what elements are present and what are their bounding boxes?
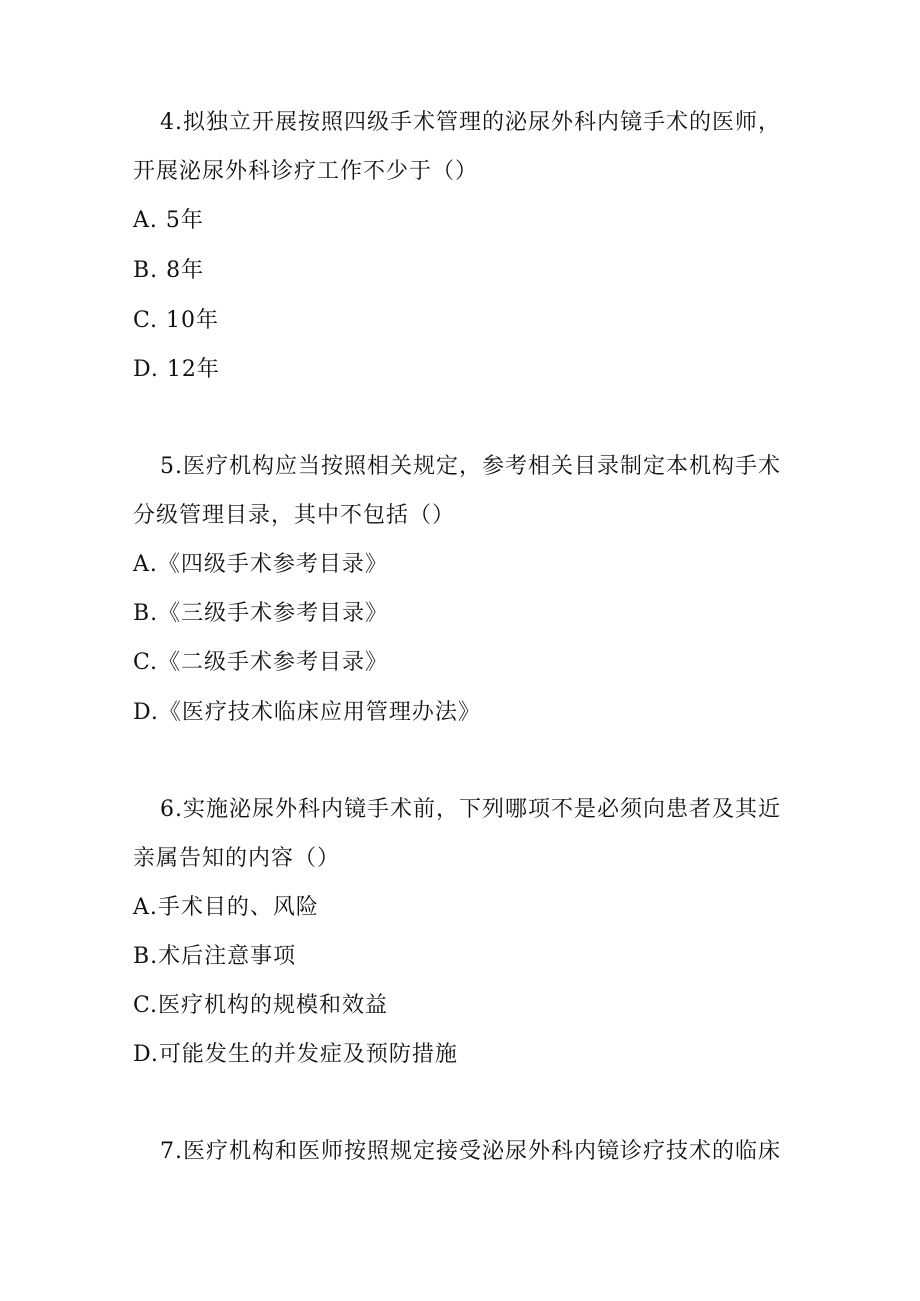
question-4-option-b: B. 8年: [133, 258, 205, 283]
question-6-option-c: C.医疗机构的规模和效益: [133, 993, 389, 1018]
question-5-option-c: C.《二级手术参考目录》: [133, 650, 389, 675]
question-4-stem-line2: 开展泌尿外科诊疗工作不少于（）: [133, 159, 479, 184]
question-4-stem-line1: 4.拟独立开展按照四级手术管理的泌尿外科内镜手术的医师，: [160, 110, 781, 135]
question-6-option-d: D.可能发生的并发症及预防措施: [133, 1042, 458, 1067]
question-6-stem-line1: 6.实施泌尿外科内镜手术前，下列哪项不是必须向患者及其近: [160, 797, 781, 822]
question-4-option-d: D. 12年: [133, 357, 220, 382]
question-5-option-b: B.《三级手术参考目录》: [133, 601, 389, 626]
question-5-option-d: D.《医疗技术临床应用管理办法》: [133, 700, 481, 725]
question-6-option-b: B.术后注意事项: [133, 944, 297, 969]
question-6-option-a: A.手术目的、风险: [133, 895, 319, 920]
question-5-stem-line1: 5.医疗机构应当按照相关规定，参考相关目录制定本机构手术: [160, 454, 781, 479]
question-4-option-a: A. 5年: [133, 208, 204, 233]
question-4-option-c: C. 10年: [133, 308, 220, 333]
question-6-stem-line2: 亲属告知的内容（）: [133, 846, 341, 871]
question-5-option-a: A.《四级手术参考目录》: [133, 552, 388, 577]
question-7-stem-line1: 7.医疗机构和医师按照规定接受泌尿外科内镜诊疗技术的临床: [160, 1139, 781, 1164]
question-5-stem-line2: 分级管理目录，其中不包括（）: [133, 503, 456, 528]
